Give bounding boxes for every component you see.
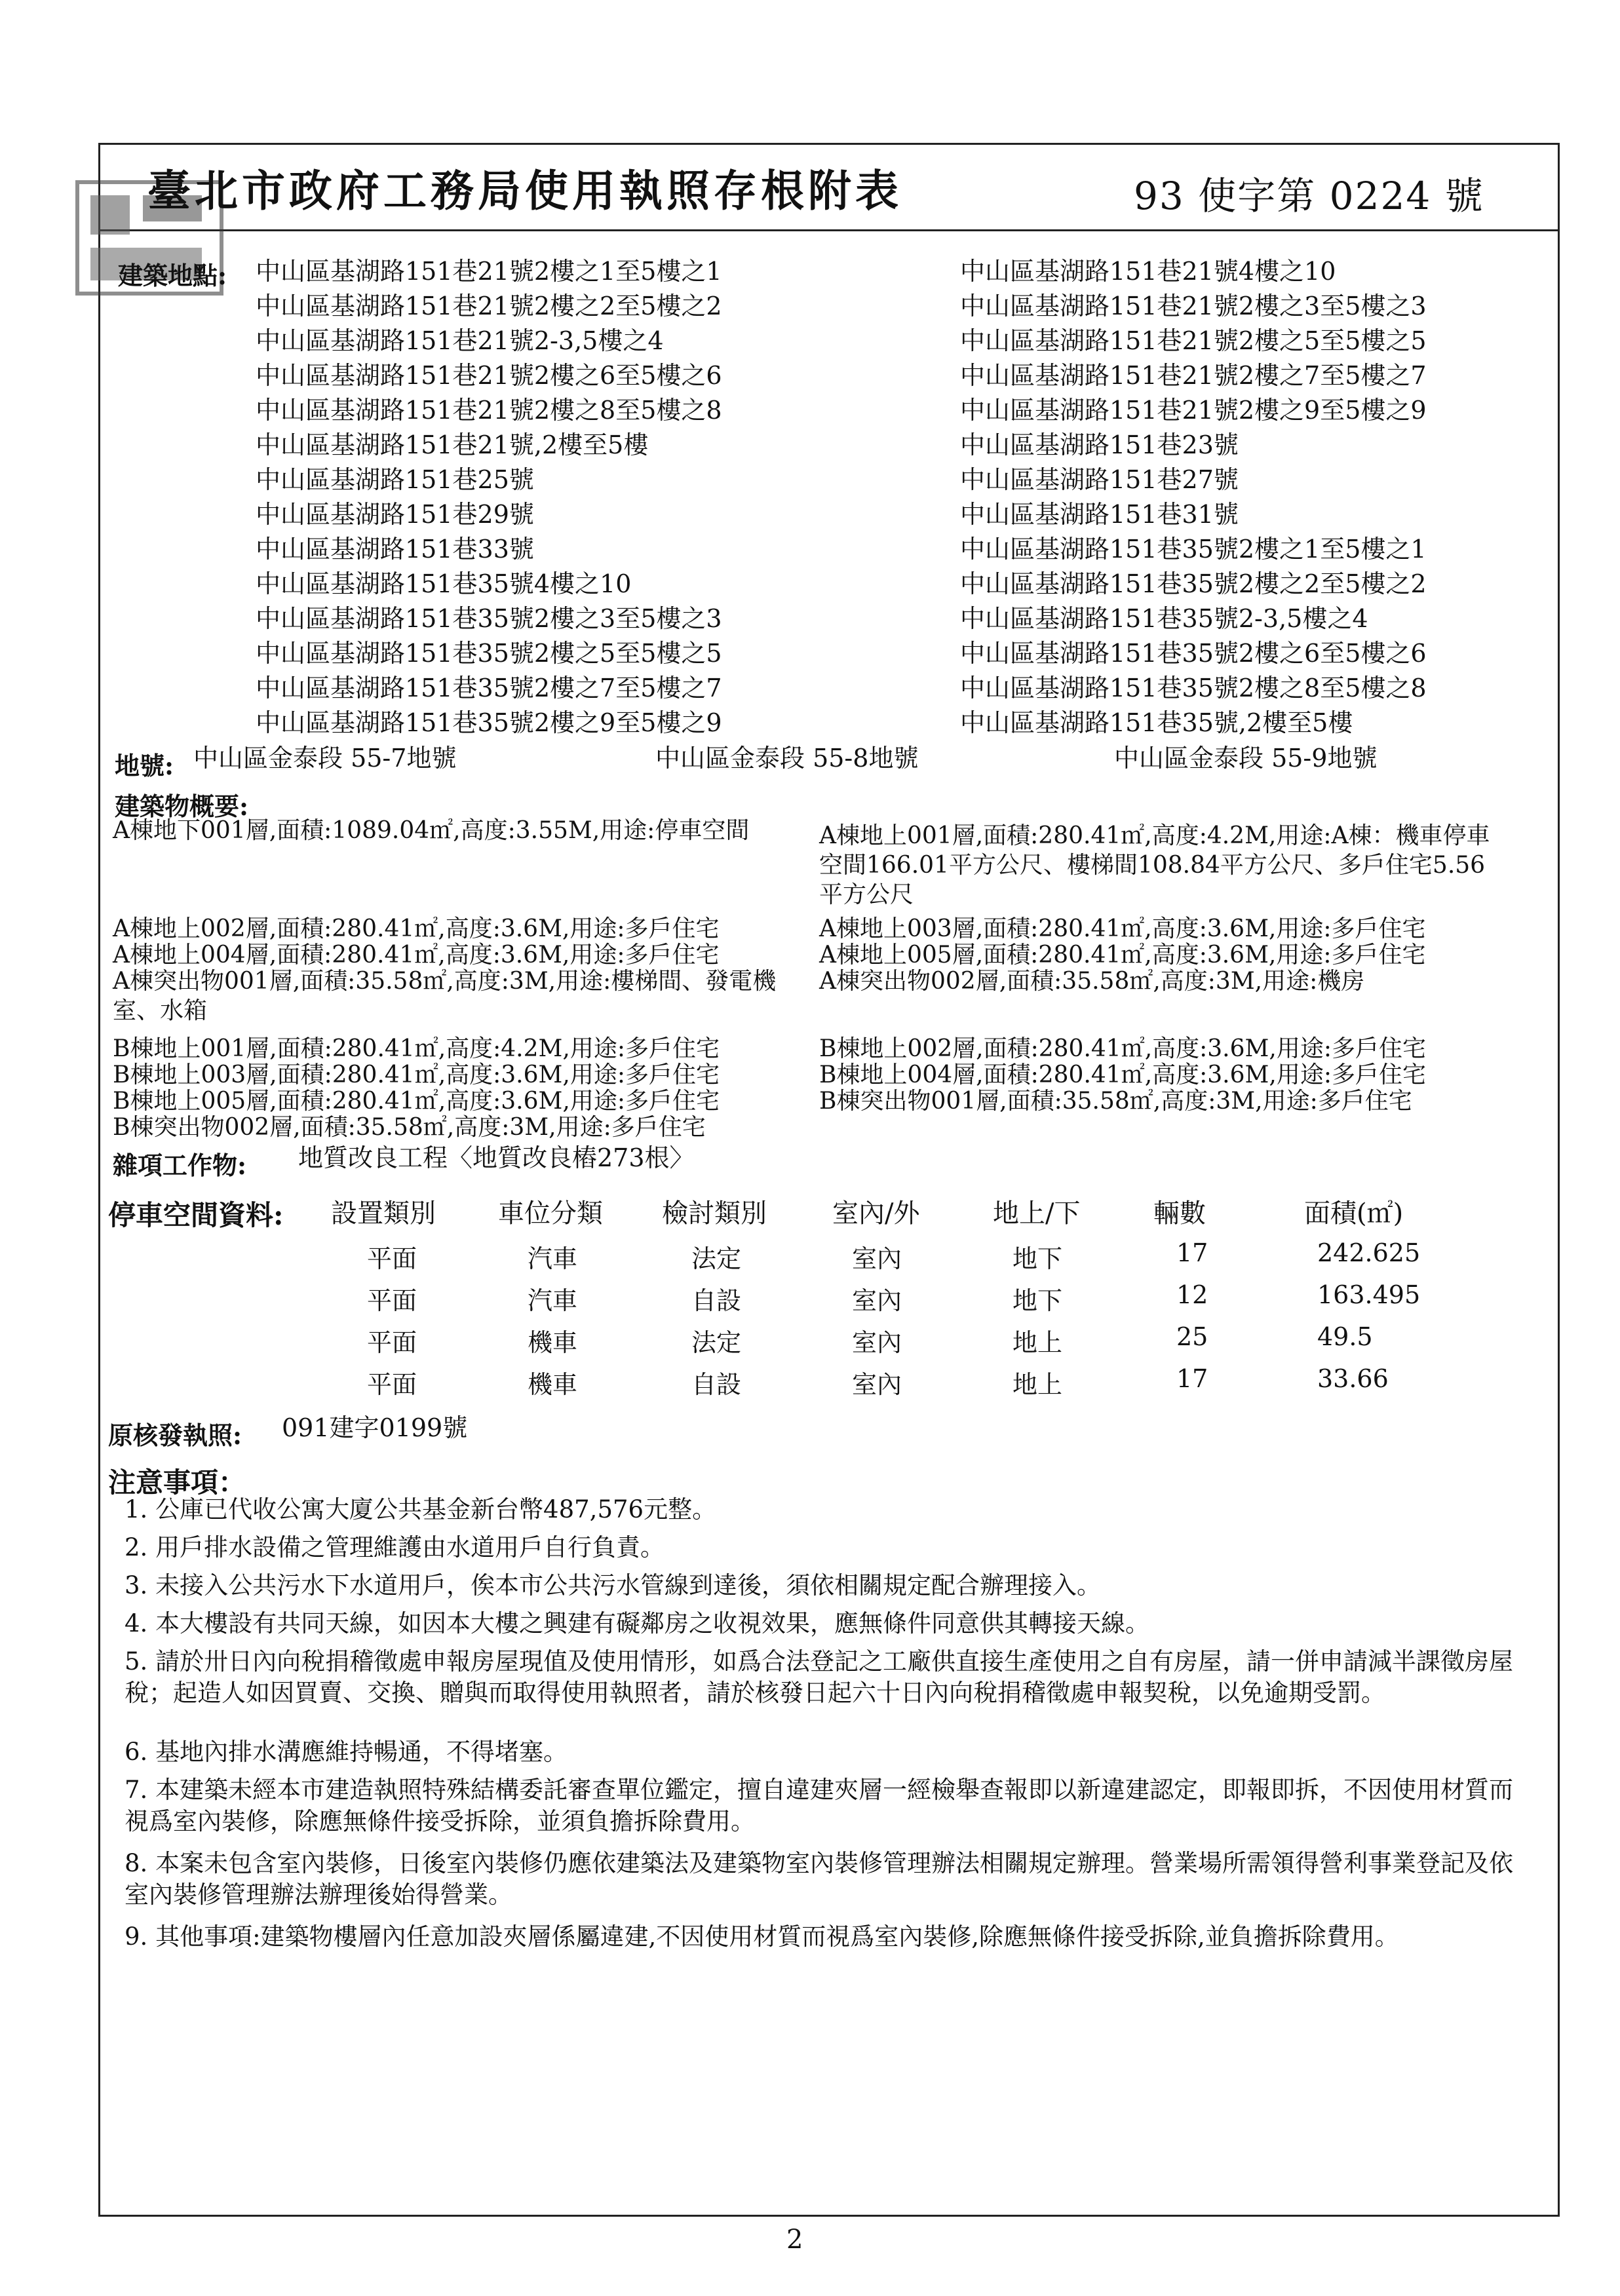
table-cell: 汽車 xyxy=(528,1244,578,1273)
address-left-9: 中山區基湖路151巷33號 xyxy=(256,535,534,564)
table-cell: 17 xyxy=(1176,1364,1208,1393)
table-cell: 25 xyxy=(1176,1322,1208,1351)
address-right-14: 中山區基湖路151巷35號,2樓至5樓 xyxy=(960,708,1353,737)
overview-b-r2: B棟突出物002層,面積:35.58㎡,高度:3M,用途:多戶住宅 xyxy=(113,1114,706,1141)
document-title: 臺北市政府工務局使用執照存根附表 xyxy=(147,165,902,216)
overview-a-r2: A棟突出物002層,面積:35.58㎡,高度:3M,用途:機房 xyxy=(819,968,1365,995)
table-cell: 室內 xyxy=(852,1286,902,1315)
table-cell: 法定 xyxy=(691,1244,742,1273)
table-cell: 242.625 xyxy=(1317,1238,1421,1267)
table-cell: 49.5 xyxy=(1317,1322,1373,1351)
overview-a-1f-cont: 空間166.01平方公尺、樓梯間108.84平方公尺、多戶住宅5.56 xyxy=(819,852,1486,879)
table-cell: 33.66 xyxy=(1317,1364,1389,1393)
parking-header-3: 檢討類別 xyxy=(662,1198,767,1229)
address-right-10: 中山區基湖路151巷35號2樓之2至5樓之2 xyxy=(960,569,1427,598)
parking-header-6: 輛數 xyxy=(1153,1198,1206,1229)
table-cell: 平面 xyxy=(367,1370,417,1399)
table-cell: 地下 xyxy=(1013,1286,1063,1315)
note-item-8: 8. 本案未包含室內裝修，日後室內裝修仍應依建築法及建築物室內裝修管理辦法相關規定辦理。營業場所需領得營利事業登記及依室內裝修管理辦法辦理後始得營業。 xyxy=(125,1849,1514,1909)
parking-header-1: 設置類別 xyxy=(331,1198,436,1229)
table-cell: 室內 xyxy=(852,1328,902,1357)
address-left-3: 中山區基湖路151巷21號2-3,5樓之4 xyxy=(256,326,664,355)
table-cell: 163.495 xyxy=(1317,1280,1421,1309)
overview-a-1f-cont2: 平方公尺 xyxy=(819,881,914,908)
table-cell: 地上 xyxy=(1013,1328,1063,1357)
table-cell: 自設 xyxy=(691,1370,742,1399)
overview-a-5f: A棟地上005層,面積:280.41㎡,高度:3.6M,用途:多戶住宅 xyxy=(819,942,1426,968)
address-right-11: 中山區基湖路151巷35號2-3,5樓之4 xyxy=(960,604,1368,633)
address-label: 建築地點: xyxy=(118,261,227,290)
address-left-5: 中山區基湖路151巷21號2樓之8至5樓之8 xyxy=(256,396,722,425)
overview-b-3f: B棟地上003層,面積:280.41㎡,高度:3.6M,用途:多戶住宅 xyxy=(113,1062,720,1088)
address-left-6: 中山區基湖路151巷21號,2樓至5樓 xyxy=(256,430,649,459)
overview-a-2f: A棟地上002層,面積:280.41㎡,高度:3.6M,用途:多戶住宅 xyxy=(113,915,720,942)
original-permit-value: 091建字0199號 xyxy=(282,1413,468,1442)
address-right-5: 中山區基湖路151巷21號2樓之9至5樓之9 xyxy=(960,396,1427,425)
address-left-12: 中山區基湖路151巷35號2樓之5至5樓之5 xyxy=(256,639,722,668)
address-left-8: 中山區基湖路151巷29號 xyxy=(256,500,534,529)
address-right-6: 中山區基湖路151巷23號 xyxy=(960,430,1239,459)
overview-a-4f: A棟地上004層,面積:280.41㎡,高度:3.6M,用途:多戶住宅 xyxy=(113,942,720,968)
table-cell: 法定 xyxy=(691,1328,742,1357)
lot-2: 中山區金泰段 55-8地號 xyxy=(655,744,919,773)
notes-label: 注意事項： xyxy=(108,1466,246,1499)
table-cell: 平面 xyxy=(367,1286,417,1315)
table-cell: 室內 xyxy=(852,1244,902,1273)
address-left-10: 中山區基湖路151巷35號4樓之10 xyxy=(256,569,632,598)
overview-a-r1: A棟突出物001層,面積:35.58㎡,高度:3M,用途:樓梯間、發電機 xyxy=(113,968,777,995)
address-left-7: 中山區基湖路151巷25號 xyxy=(256,465,534,494)
note-item-5: 5. 請於卅日內向稅捐稽徵處申報房屋現值及使用情形，如爲合法登記之工廠供直接生產使用之自有房屋，請一併申請減半課徵房屋稅；起造人如因買賣、交換、贈與而取得使用執照者，請於核發日起六十日內向稅捐稽徵處申報契稅，以免逾期受罰。 xyxy=(125,1647,1514,1707)
table-cell: 室內 xyxy=(852,1370,902,1399)
note-item-4: 4. 本大樓設有共同天線，如因本大樓之興建有礙鄰房之收視效果，應無條件同意供其轉接天線。 xyxy=(125,1609,1150,1637)
table-cell: 12 xyxy=(1176,1280,1208,1309)
address-right-1: 中山區基湖路151巷21號4樓之10 xyxy=(960,257,1336,286)
note-item-2: 2. 用戶排水設備之管理維護由水道用戶自行負責。 xyxy=(125,1533,665,1561)
address-right-2: 中山區基湖路151巷21號2樓之3至5樓之3 xyxy=(960,292,1427,320)
address-left-1: 中山區基湖路151巷21號2樓之1至5樓之1 xyxy=(256,257,722,286)
overview-a-b1: A棟地下001層,面積:1089.04㎡,高度:3.55M,用途:停車空間 xyxy=(113,817,750,844)
address-right-8: 中山區基湖路151巷31號 xyxy=(960,500,1239,529)
address-right-12: 中山區基湖路151巷35號2樓之6至5樓之6 xyxy=(960,639,1427,668)
overview-b-2f: B棟地上002層,面積:280.41㎡,高度:3.6M,用途:多戶住宅 xyxy=(819,1035,1426,1062)
table-cell: 機車 xyxy=(528,1370,578,1399)
parking-label: 停車空間資料: xyxy=(108,1199,284,1231)
note-item-6: 6. 基地內排水溝應維持暢通，不得堵塞。 xyxy=(125,1738,568,1766)
permit-number: 93 使字第 0224 號 xyxy=(1134,174,1484,218)
address-right-7: 中山區基湖路151巷27號 xyxy=(960,465,1239,494)
original-permit-label: 原核發執照: xyxy=(108,1421,242,1450)
lot-1: 中山區金泰段 55-7地號 xyxy=(193,744,457,773)
table-cell: 平面 xyxy=(367,1328,417,1357)
table-cell: 自設 xyxy=(691,1286,742,1315)
table-cell: 地下 xyxy=(1013,1244,1063,1273)
lot-label: 地號: xyxy=(115,751,174,780)
address-left-2: 中山區基湖路151巷21號2樓之2至5樓之2 xyxy=(256,292,722,320)
table-cell: 平面 xyxy=(367,1244,417,1273)
address-right-9: 中山區基湖路151巷35號2樓之1至5樓之1 xyxy=(960,535,1427,564)
address-right-4: 中山區基湖路151巷21號2樓之7至5樓之7 xyxy=(960,361,1427,390)
overview-b-4f: B棟地上004層,面積:280.41㎡,高度:3.6M,用途:多戶住宅 xyxy=(819,1062,1426,1088)
overview-a-r1-cont: 室、水箱 xyxy=(113,997,208,1024)
lot-3: 中山區金泰段 55-9地號 xyxy=(1114,744,1378,773)
note-item-9: 9. 其他事項:建築物樓層內任意加設夾層係屬違建,不因使用材質而視爲室內裝修,除應無條件接受拆除,並負擔拆除費用。 xyxy=(125,1923,1399,1951)
overview-label: 建築物概要: xyxy=(115,792,249,821)
title-divider xyxy=(98,229,1560,231)
address-left-4: 中山區基湖路151巷21號2樓之6至5樓之6 xyxy=(256,361,722,390)
table-cell: 汽車 xyxy=(528,1286,578,1315)
overview-b-1f: B棟地上001層,面積:280.41㎡,高度:4.2M,用途:多戶住宅 xyxy=(113,1035,720,1062)
parking-header-5: 地上/下 xyxy=(993,1198,1081,1229)
table-cell: 機車 xyxy=(528,1328,578,1357)
note-item-3: 3. 未接入公共污水下水道用戶，俟本市公共污水管線到達後，須依相關規定配合辦理接入。 xyxy=(125,1571,1102,1599)
table-cell: 地上 xyxy=(1013,1370,1063,1399)
address-left-11: 中山區基湖路151巷35號2樓之3至5樓之3 xyxy=(256,604,722,633)
table-cell: 17 xyxy=(1176,1238,1208,1267)
address-right-3: 中山區基湖路151巷21號2樓之5至5樓之5 xyxy=(960,326,1427,355)
parking-header-2: 車位分類 xyxy=(498,1198,603,1229)
address-right-13: 中山區基湖路151巷35號2樓之8至5樓之8 xyxy=(960,674,1427,702)
misc-label: 雜項工作物: xyxy=(113,1151,247,1180)
overview-b-r1: B棟突出物001層,面積:35.58㎡,高度:3M,用途:多戶住宅 xyxy=(819,1088,1412,1115)
parking-header-4: 室內/外 xyxy=(832,1198,920,1229)
address-left-13: 中山區基湖路151巷35號2樓之7至5樓之7 xyxy=(256,674,722,702)
misc-value: 地質改良工程〈地質改良樁273根〉 xyxy=(298,1143,695,1172)
overview-b-5f: B棟地上005層,面積:280.41㎡,高度:3.6M,用途:多戶住宅 xyxy=(113,1088,720,1115)
parking-header-7: 面積(㎡) xyxy=(1304,1198,1404,1229)
overview-a-1f: A棟地上001層,面積:280.41㎡,高度:4.2M,用途:A棟：機車停車 xyxy=(819,822,1490,849)
page-number: 2 xyxy=(786,2225,803,2255)
note-item-7: 7. 本建築未經本市建造執照特殊結構委託審查單位鑑定，擅自違建夾層一經檢舉查報即以新違建認定，即報即拆，不因使用材質而視爲室內裝修，除應無條件接受拆除，並須負擔拆除費用。 xyxy=(125,1776,1514,1835)
overview-a-3f: A棟地上003層,面積:280.41㎡,高度:3.6M,用途:多戶住宅 xyxy=(819,915,1426,942)
address-left-14: 中山區基湖路151巷35號2樓之9至5樓之9 xyxy=(256,708,722,737)
note-item-1: 1. 公庫已代收公寓大廈公共基金新台幣487,576元整。 xyxy=(125,1495,717,1523)
